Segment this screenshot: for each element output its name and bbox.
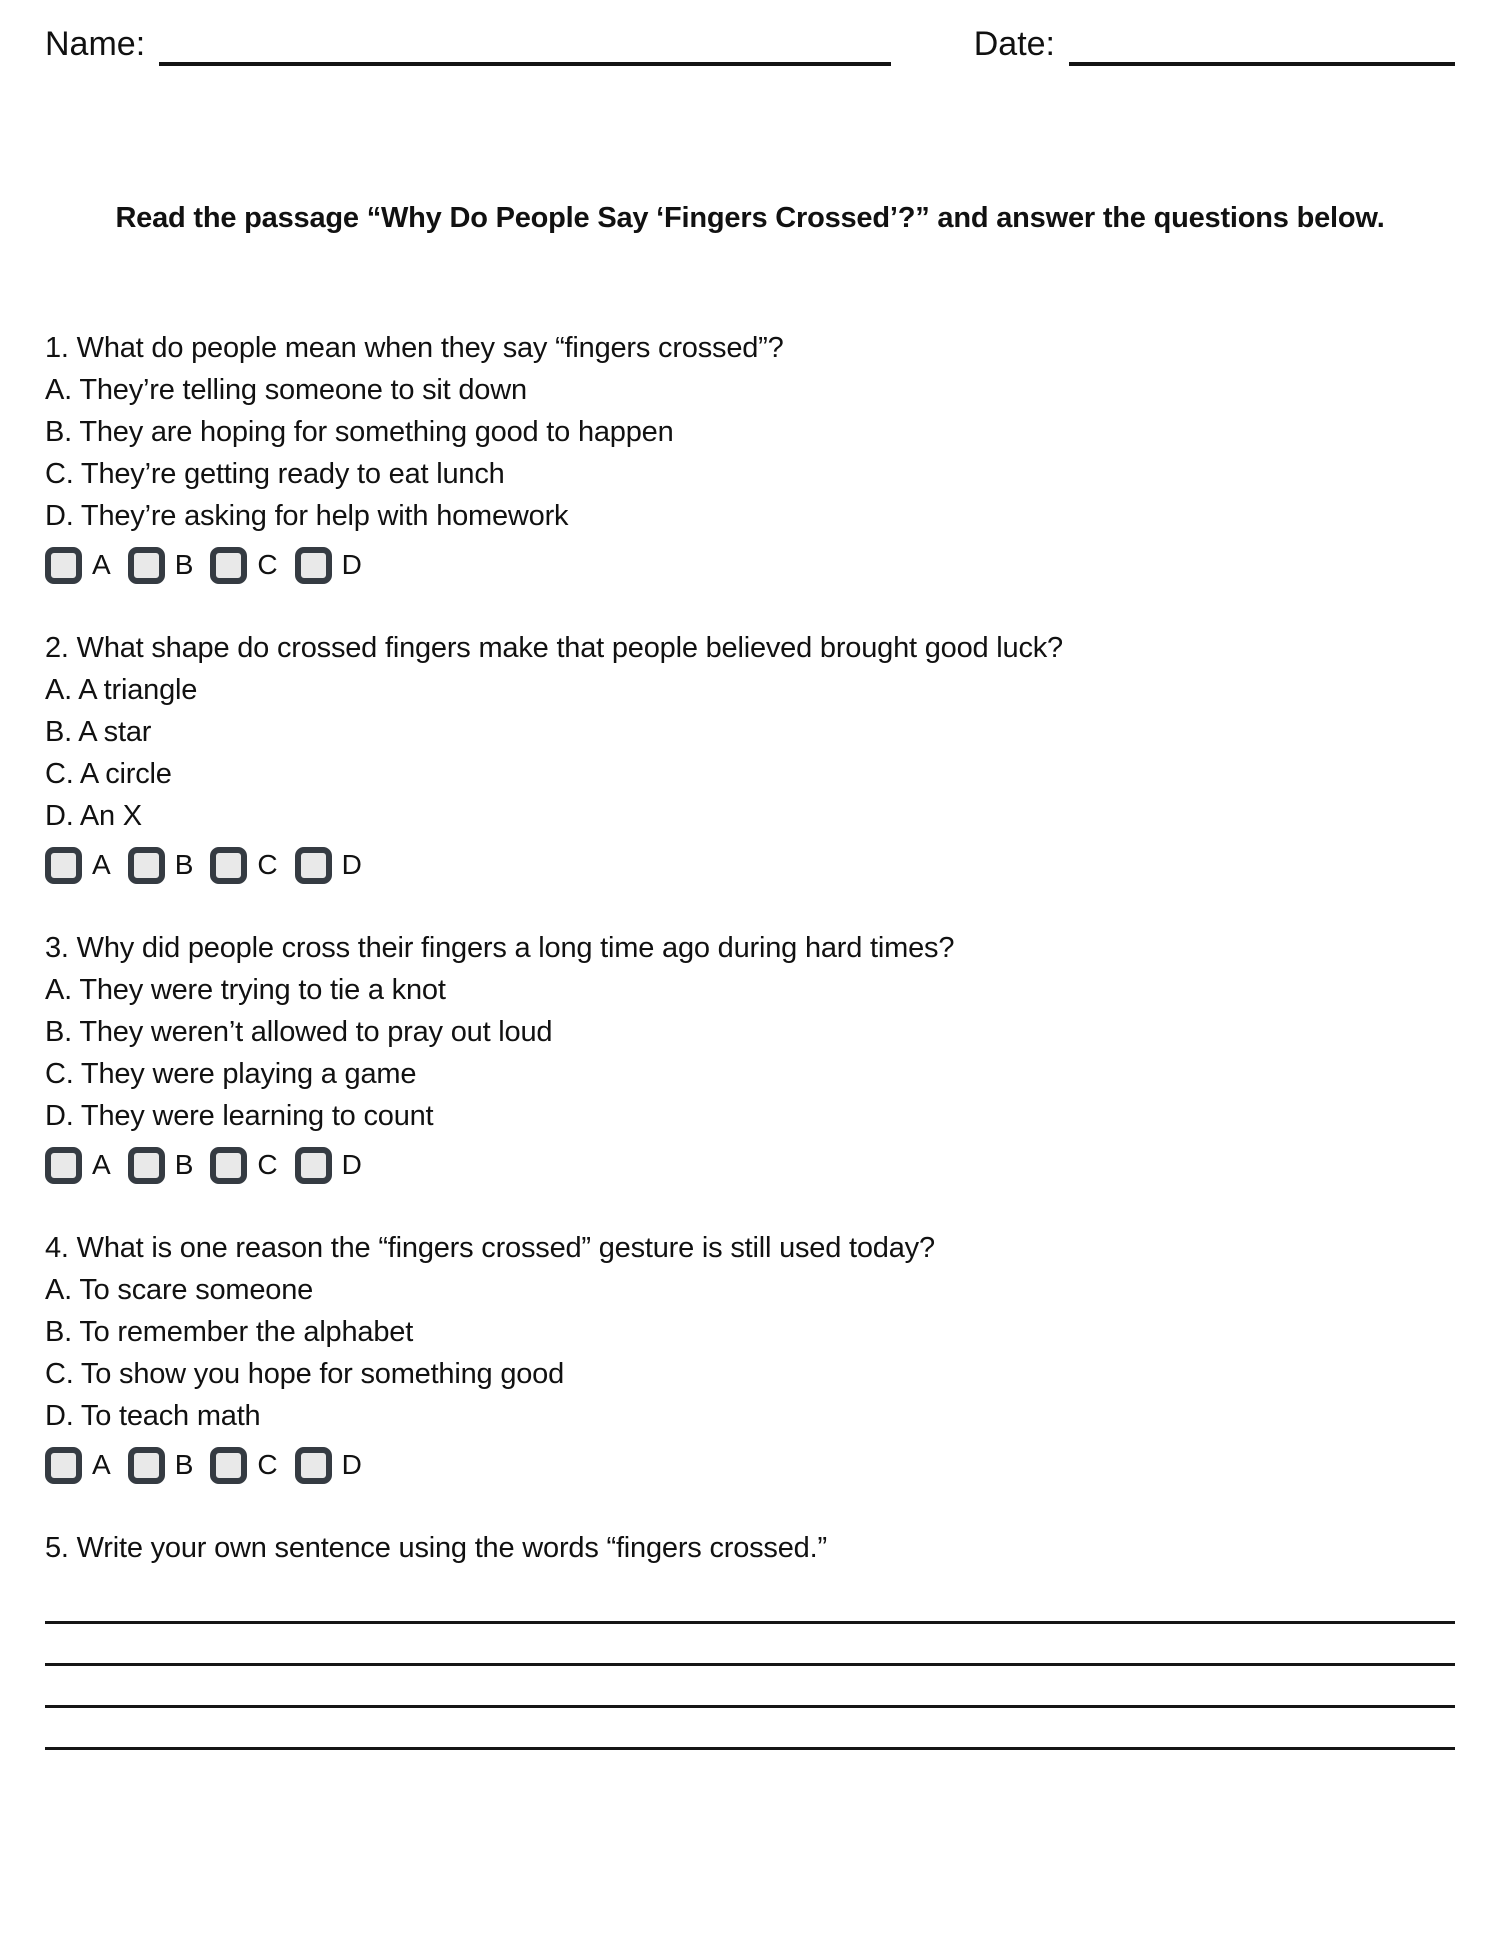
name-label: Name: [45,25,146,63]
question-text: 1. What do people mean when they say “fingers crossed”? [45,332,784,364]
checkbox-label-b: B [174,1149,194,1180]
question-list [45,327,1455,1750]
question-text: 2. What shape do crossed fingers make that people believed brought good luck? [45,632,1063,664]
option-b: B. To remember the alphabet [45,1316,414,1348]
checkbox-b[interactable] [128,547,165,584]
option-d: D. They’re asking for help with homework [45,500,569,532]
checkbox-label-c: C [257,849,278,880]
header [45,25,1455,66]
option-d: D. An X [45,800,142,832]
option-d: D. To teach math [45,1400,261,1432]
checkbox-label-b: B [174,849,194,880]
checkbox-b[interactable] [128,847,165,884]
checkbox-label-a: A [92,1149,111,1180]
checkbox-a[interactable] [45,1147,82,1184]
option-b: B. They are hoping for something good to happen [45,416,674,448]
answer-checkbox-row [45,543,1455,587]
question-5 [45,1527,1455,1750]
date-input-line[interactable] [1069,30,1455,66]
option-c: C. They’re getting ready to eat lunch [45,458,505,490]
checkbox-b[interactable] [128,1447,165,1484]
question-4 [45,1227,1455,1487]
option-b: B. They weren’t allowed to pray out loud [45,1016,553,1048]
question-1 [45,327,1455,587]
option-a: A. To scare someone [45,1274,314,1306]
date-label: Date: [973,25,1055,63]
writing-line-2[interactable] [45,1624,1455,1666]
checkbox-d[interactable] [295,847,332,884]
option-d: D. They were learning to count [45,1100,434,1132]
checkbox-label-b: B [174,549,194,580]
name-input-line[interactable] [159,30,891,66]
checkbox-d[interactable] [295,1447,332,1484]
checkbox-d[interactable] [295,547,332,584]
checkbox-label-c: C [257,1449,278,1480]
question-text: 5. Write your own sentence using the words “fingers crossed.” [45,1532,827,1564]
checkbox-c[interactable] [210,1147,247,1184]
checkbox-label-b: B [174,1449,194,1480]
checkbox-c[interactable] [210,847,247,884]
checkbox-a[interactable] [45,547,82,584]
answer-checkbox-row [45,1443,1455,1487]
question-3 [45,927,1455,1187]
question-2 [45,627,1455,887]
question-text: 3. Why did people cross their fingers a long time ago during hard times? [45,932,955,964]
answer-checkbox-row [45,843,1455,887]
checkbox-label-d: D [341,1449,362,1480]
checkbox-label-c: C [257,1149,278,1180]
writing-line-4[interactable] [45,1708,1455,1750]
option-a: A. A triangle [45,674,198,706]
checkbox-a[interactable] [45,1447,82,1484]
checkbox-label-a: A [92,1449,111,1480]
checkbox-label-c: C [257,549,278,580]
checkbox-d[interactable] [295,1147,332,1184]
free-response-area [45,1582,1455,1750]
checkbox-label-d: D [341,849,362,880]
question-text: 4. What is one reason the “fingers crossed” gesture is still used today? [45,1232,935,1264]
option-a: A. They were trying to tie a knot [45,974,446,1006]
option-c: C. A circle [45,758,172,790]
checkbox-label-d: D [341,549,362,580]
checkbox-label-a: A [92,549,111,580]
writing-line-3[interactable] [45,1666,1455,1708]
option-c: C. They were playing a game [45,1058,417,1090]
worksheet-title: Read the passage “Why Do People Say ‘Fingers Crossed’?” and answer the questions below. [115,202,1385,234]
name-field [45,25,891,66]
option-b: B. A star [45,716,152,748]
writing-line-1[interactable] [45,1582,1455,1624]
checkbox-c[interactable] [210,1447,247,1484]
option-a: A. They’re telling someone to sit down [45,374,527,406]
checkbox-b[interactable] [128,1147,165,1184]
checkbox-label-d: D [341,1149,362,1180]
option-c: C. To show you hope for something good [45,1358,565,1390]
date-field [974,25,1455,66]
checkbox-label-a: A [92,849,111,880]
checkbox-c[interactable] [210,547,247,584]
answer-checkbox-row [45,1143,1455,1187]
checkbox-a[interactable] [45,847,82,884]
